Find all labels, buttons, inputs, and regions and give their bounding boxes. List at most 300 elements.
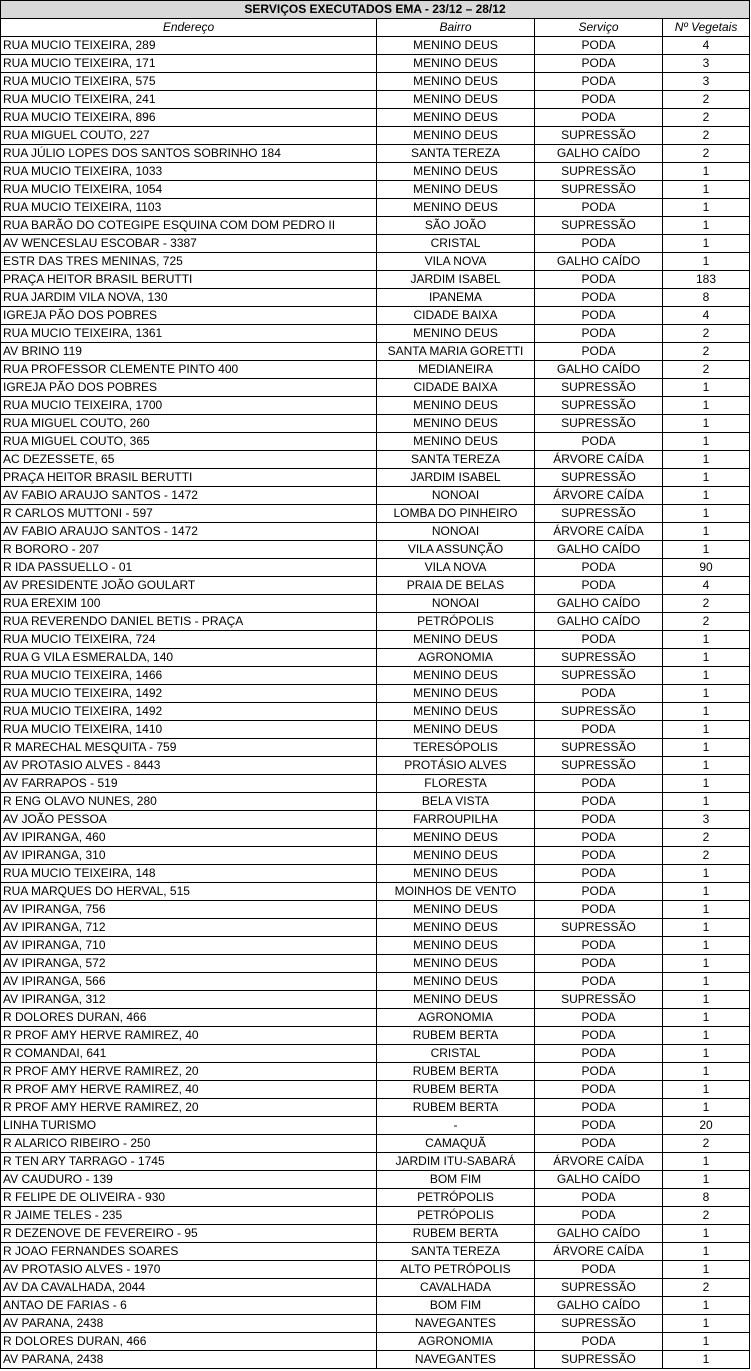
service-cell: PODA — [535, 1189, 663, 1207]
table-row — [1, 775, 750, 793]
plant-count-cell: 2 — [663, 145, 750, 163]
neighborhood-cell: RUBEM BERTA — [377, 1027, 535, 1045]
neighborhood-cell: PRAIA DE BELAS — [377, 577, 535, 595]
table-row — [1, 793, 750, 811]
service-cell: GALHO CAÍDO — [535, 1297, 663, 1315]
plant-count-cell: 2 — [663, 361, 750, 379]
service-cell: GALHO CAÍDO — [535, 613, 663, 631]
table-row — [1, 667, 750, 685]
neighborhood-cell: SANTA TEREZA — [377, 145, 535, 163]
service-cell: SUPRESSÃO — [535, 217, 663, 235]
neighborhood-cell: AGRONOMIA — [377, 649, 535, 667]
table-row — [1, 1153, 750, 1171]
table-row — [1, 1171, 750, 1189]
service-cell: SUPRESSÃO — [535, 127, 663, 145]
address-cell: RUA JÚLIO LOPES DOS SANTOS SOBRINHO 184 — [1, 145, 377, 163]
neighborhood-cell: AGRONOMIA — [377, 1009, 535, 1027]
service-cell: SUPRESSÃO — [535, 649, 663, 667]
neighborhood-cell: MENINO DEUS — [377, 937, 535, 955]
plant-count-cell: 1 — [663, 991, 750, 1009]
service-cell: PODA — [535, 1099, 663, 1117]
address-cell: AV PARANA, 2438 — [1, 1351, 377, 1369]
plant-count-cell: 1 — [663, 1225, 750, 1243]
table-row — [1, 937, 750, 955]
table-row — [1, 1351, 750, 1369]
address-cell: RUA BARÃO DO COTEGIPE ESQUINA COM DOM PEDRO II — [1, 217, 377, 235]
plant-count-cell: 2 — [663, 109, 750, 127]
service-cell: SUPRESSÃO — [535, 181, 663, 199]
plant-count-cell: 1 — [663, 163, 750, 181]
service-cell: PODA — [535, 883, 663, 901]
service-cell: PODA — [535, 55, 663, 73]
plant-count-cell: 2 — [663, 325, 750, 343]
service-cell: SUPRESSÃO — [535, 415, 663, 433]
table-row — [1, 1261, 750, 1279]
address-cell: R TEN ARY TARRAGO - 1745 — [1, 1153, 377, 1171]
address-cell: AV PRESIDENTE JOÃO GOULART — [1, 577, 377, 595]
table-row — [1, 649, 750, 667]
header-bairro: Bairro — [377, 19, 535, 37]
plant-count-cell: 1 — [663, 757, 750, 775]
service-cell: GALHO CAÍDO — [535, 253, 663, 271]
address-cell: RUA MUCIO TEIXEIRA, 1054 — [1, 181, 377, 199]
service-cell: SUPRESSÃO — [535, 1315, 663, 1333]
table-row — [1, 379, 750, 397]
table-body — [1, 37, 750, 1369]
neighborhood-cell: FARROUPILHA — [377, 811, 535, 829]
service-cell: SUPRESSÃO — [535, 991, 663, 1009]
table-row — [1, 541, 750, 559]
service-cell: SUPRESSÃO — [535, 379, 663, 397]
plant-count-cell: 2 — [663, 829, 750, 847]
neighborhood-cell: NAVEGANTES — [377, 1315, 535, 1333]
neighborhood-cell: PETRÓPOLIS — [377, 1207, 535, 1225]
address-cell: RUA G VILA ESMERALDA, 140 — [1, 649, 377, 667]
neighborhood-cell: VILA NOVA — [377, 253, 535, 271]
table-row — [1, 883, 750, 901]
neighborhood-cell: PROTÁSIO ALVES — [377, 757, 535, 775]
service-cell: PODA — [535, 1207, 663, 1225]
plant-count-cell: 2 — [663, 595, 750, 613]
address-cell: LINHA TURISMO — [1, 1117, 377, 1135]
neighborhood-cell: JARDIM ISABEL — [377, 469, 535, 487]
plant-count-cell: 1 — [663, 505, 750, 523]
service-cell: ÁRVORE CAÍDA — [535, 451, 663, 469]
table-row — [1, 685, 750, 703]
neighborhood-cell: MEDIANEIRA — [377, 361, 535, 379]
table-row — [1, 163, 750, 181]
service-cell: SUPRESSÃO — [535, 163, 663, 181]
neighborhood-cell: MENINO DEUS — [377, 685, 535, 703]
table-row — [1, 1045, 750, 1063]
plant-count-cell: 1 — [663, 235, 750, 253]
address-cell: RUA MARQUES DO HERVAL, 515 — [1, 883, 377, 901]
table-row — [1, 721, 750, 739]
service-cell: PODA — [535, 289, 663, 307]
neighborhood-cell: CAVALHADA — [377, 1279, 535, 1297]
plant-count-cell: 1 — [663, 1243, 750, 1261]
plant-count-cell: 1 — [663, 1261, 750, 1279]
address-cell: AV DA CAVALHADA, 2044 — [1, 1279, 377, 1297]
neighborhood-cell: MENINO DEUS — [377, 37, 535, 55]
table-row — [1, 181, 750, 199]
table-row — [1, 901, 750, 919]
table-row — [1, 1207, 750, 1225]
table-row — [1, 307, 750, 325]
neighborhood-cell: MENINO DEUS — [377, 109, 535, 127]
table-row — [1, 271, 750, 289]
table-row — [1, 217, 750, 235]
neighborhood-cell: BELA VISTA — [377, 793, 535, 811]
table-row — [1, 973, 750, 991]
address-cell: R DOLORES DURAN, 466 — [1, 1009, 377, 1027]
plant-count-cell: 1 — [663, 487, 750, 505]
table-row — [1, 1117, 750, 1135]
address-cell: RUA PROFESSOR CLEMENTE PINTO 400 — [1, 361, 377, 379]
table-row — [1, 109, 750, 127]
plant-count-cell: 1 — [663, 1045, 750, 1063]
address-cell: AV IPIRANGA, 710 — [1, 937, 377, 955]
neighborhood-cell: ALTO PETRÓPOLIS — [377, 1261, 535, 1279]
address-cell: IGREJA PÃO DOS POBRES — [1, 379, 377, 397]
neighborhood-cell: MENINO DEUS — [377, 847, 535, 865]
service-cell: PODA — [535, 775, 663, 793]
service-cell: PODA — [535, 1045, 663, 1063]
neighborhood-cell: SÃO JOÃO — [377, 217, 535, 235]
plant-count-cell: 1 — [663, 199, 750, 217]
address-cell: PRAÇA HEITOR BRASIL BERUTTI — [1, 271, 377, 289]
table-row — [1, 523, 750, 541]
service-cell: PODA — [535, 973, 663, 991]
plant-count-cell: 1 — [663, 919, 750, 937]
table-row — [1, 991, 750, 1009]
plant-count-cell: 8 — [663, 289, 750, 307]
neighborhood-cell: LOMBA DO PINHEIRO — [377, 505, 535, 523]
plant-count-cell: 1 — [663, 721, 750, 739]
table-title-row — [1, 1, 750, 19]
plant-count-cell: 1 — [663, 433, 750, 451]
header-n-vegetais: Nº Vegetais — [663, 19, 750, 37]
address-cell: AV FARRAPOS - 519 — [1, 775, 377, 793]
address-cell: AC DEZESSETE, 65 — [1, 451, 377, 469]
plant-count-cell: 2 — [663, 127, 750, 145]
neighborhood-cell: SANTA TEREZA — [377, 451, 535, 469]
table-row — [1, 1063, 750, 1081]
address-cell: R DOLORES DURAN, 466 — [1, 1333, 377, 1351]
table-row — [1, 199, 750, 217]
neighborhood-cell: MENINO DEUS — [377, 91, 535, 109]
plant-count-cell: 1 — [663, 1297, 750, 1315]
table-row — [1, 757, 750, 775]
table-row — [1, 811, 750, 829]
plant-count-cell: 8 — [663, 1189, 750, 1207]
plant-count-cell: 1 — [663, 451, 750, 469]
table-row — [1, 847, 750, 865]
table-row — [1, 415, 750, 433]
service-cell: PODA — [535, 109, 663, 127]
address-cell: R COMANDAI, 641 — [1, 1045, 377, 1063]
service-cell: PODA — [535, 1261, 663, 1279]
table-row — [1, 73, 750, 91]
service-cell: PODA — [535, 1135, 663, 1153]
plant-count-cell: 2 — [663, 1279, 750, 1297]
neighborhood-cell: IPANEMA — [377, 289, 535, 307]
neighborhood-cell: MENINO DEUS — [377, 631, 535, 649]
neighborhood-cell: MENINO DEUS — [377, 325, 535, 343]
service-cell: PODA — [535, 73, 663, 91]
service-cell: PODA — [535, 631, 663, 649]
neighborhood-cell: MENINO DEUS — [377, 973, 535, 991]
service-cell: PODA — [535, 235, 663, 253]
plant-count-cell: 2 — [663, 343, 750, 361]
service-cell: SUPRESSÃO — [535, 919, 663, 937]
address-cell: R IDA PASSUELLO - 01 — [1, 559, 377, 577]
service-cell: SUPRESSÃO — [535, 757, 663, 775]
plant-count-cell: 3 — [663, 811, 750, 829]
service-cell: PODA — [535, 829, 663, 847]
address-cell: RUA MUCIO TEIXEIRA, 1492 — [1, 703, 377, 721]
table-row — [1, 91, 750, 109]
address-cell: AV WENCESLAU ESCOBAR - 3387 — [1, 235, 377, 253]
table-row — [1, 145, 750, 163]
header-endereco: Endereço — [1, 19, 377, 37]
neighborhood-cell: MENINO DEUS — [377, 721, 535, 739]
plant-count-cell: 1 — [663, 883, 750, 901]
plant-count-cell: 1 — [663, 631, 750, 649]
address-cell: R PROF AMY HERVE RAMIREZ, 40 — [1, 1027, 377, 1045]
table-row — [1, 631, 750, 649]
neighborhood-cell: CIDADE BAIXA — [377, 379, 535, 397]
service-cell: PODA — [535, 901, 663, 919]
service-cell: GALHO CAÍDO — [535, 1171, 663, 1189]
service-cell: PODA — [535, 865, 663, 883]
neighborhood-cell: MENINO DEUS — [377, 901, 535, 919]
neighborhood-cell: CRISTAL — [377, 235, 535, 253]
table-row — [1, 235, 750, 253]
address-cell: AV IPIRANGA, 310 — [1, 847, 377, 865]
plant-count-cell: 1 — [663, 379, 750, 397]
address-cell: ANTAO DE FARIAS - 6 — [1, 1297, 377, 1315]
neighborhood-cell: MENINO DEUS — [377, 667, 535, 685]
service-cell: GALHO CAÍDO — [535, 1225, 663, 1243]
address-cell: AV CAUDURO - 139 — [1, 1171, 377, 1189]
neighborhood-cell: AGRONOMIA — [377, 1333, 535, 1351]
address-cell: AV IPIRANGA, 572 — [1, 955, 377, 973]
address-cell: AV FABIO ARAUJO SANTOS - 1472 — [1, 487, 377, 505]
table-row — [1, 1189, 750, 1207]
neighborhood-cell: MENINO DEUS — [377, 397, 535, 415]
address-cell: R JAIME TELES - 235 — [1, 1207, 377, 1225]
plant-count-cell: 183 — [663, 271, 750, 289]
service-cell: SUPRESSÃO — [535, 703, 663, 721]
neighborhood-cell: MENINO DEUS — [377, 703, 535, 721]
address-cell: R ENG OLAVO NUNES, 280 — [1, 793, 377, 811]
plant-count-cell: 1 — [663, 415, 750, 433]
address-cell: RUA MUCIO TEIXEIRA, 1361 — [1, 325, 377, 343]
address-cell: R PROF AMY HERVE RAMIREZ, 40 — [1, 1081, 377, 1099]
table-row — [1, 253, 750, 271]
neighborhood-cell: CIDADE BAIXA — [377, 307, 535, 325]
neighborhood-cell: BOM FIM — [377, 1171, 535, 1189]
neighborhood-cell: BOM FIM — [377, 1297, 535, 1315]
neighborhood-cell: - — [377, 1117, 535, 1135]
plant-count-cell: 1 — [663, 1099, 750, 1117]
neighborhood-cell: MENINO DEUS — [377, 955, 535, 973]
plant-count-cell: 1 — [663, 541, 750, 559]
neighborhood-cell: MOINHOS DE VENTO — [377, 883, 535, 901]
plant-count-cell: 4 — [663, 577, 750, 595]
neighborhood-cell: MENINO DEUS — [377, 415, 535, 433]
service-cell: PODA — [535, 937, 663, 955]
neighborhood-cell: NAVEGANTES — [377, 1351, 535, 1369]
plant-count-cell: 1 — [663, 775, 750, 793]
address-cell: R ALARICO RIBEIRO - 250 — [1, 1135, 377, 1153]
address-cell: RUA MUCIO TEIXEIRA, 148 — [1, 865, 377, 883]
neighborhood-cell: MENINO DEUS — [377, 991, 535, 1009]
table-row — [1, 865, 750, 883]
neighborhood-cell: MENINO DEUS — [377, 433, 535, 451]
service-cell: PODA — [535, 1063, 663, 1081]
table-row — [1, 919, 750, 937]
plant-count-cell: 1 — [663, 685, 750, 703]
plant-count-cell: 20 — [663, 1117, 750, 1135]
service-cell: PODA — [535, 811, 663, 829]
plant-count-cell: 1 — [663, 1009, 750, 1027]
plant-count-cell: 3 — [663, 55, 750, 73]
service-cell: GALHO CAÍDO — [535, 541, 663, 559]
neighborhood-cell: MENINO DEUS — [377, 919, 535, 937]
service-cell: PODA — [535, 199, 663, 217]
table-row — [1, 829, 750, 847]
plant-count-cell: 1 — [663, 1153, 750, 1171]
address-cell: R BORORO - 207 — [1, 541, 377, 559]
service-cell: PODA — [535, 1027, 663, 1045]
plant-count-cell: 90 — [663, 559, 750, 577]
plant-count-cell: 4 — [663, 37, 750, 55]
service-cell: PODA — [535, 793, 663, 811]
plant-count-cell: 1 — [663, 253, 750, 271]
address-cell: R CARLOS MUTTONI - 597 — [1, 505, 377, 523]
table-row — [1, 487, 750, 505]
address-cell: R JOAO FERNANDES SOARES — [1, 1243, 377, 1261]
neighborhood-cell: MENINO DEUS — [377, 127, 535, 145]
table-row — [1, 703, 750, 721]
service-cell: ÁRVORE CAÍDA — [535, 1243, 663, 1261]
service-cell: PODA — [535, 847, 663, 865]
table-row — [1, 289, 750, 307]
table-row — [1, 1027, 750, 1045]
plant-count-cell: 1 — [663, 1027, 750, 1045]
plant-count-cell: 1 — [663, 1315, 750, 1333]
table-row — [1, 505, 750, 523]
table-row — [1, 1315, 750, 1333]
plant-count-cell: 1 — [663, 1063, 750, 1081]
neighborhood-cell: MENINO DEUS — [377, 55, 535, 73]
neighborhood-cell: PETRÓPOLIS — [377, 613, 535, 631]
plant-count-cell: 1 — [663, 1333, 750, 1351]
service-cell: GALHO CAÍDO — [535, 361, 663, 379]
service-cell: PODA — [535, 325, 663, 343]
address-cell: RUA MUCIO TEIXEIRA, 1033 — [1, 163, 377, 181]
plant-count-cell: 2 — [663, 613, 750, 631]
service-cell: PODA — [535, 1081, 663, 1099]
service-cell: PODA — [535, 91, 663, 109]
table-row — [1, 451, 750, 469]
address-cell: ESTR DAS TRES MENINAS, 725 — [1, 253, 377, 271]
service-cell: SUPRESSÃO — [535, 667, 663, 685]
plant-count-cell: 4 — [663, 307, 750, 325]
address-cell: AV BRINO 119 — [1, 343, 377, 361]
address-cell: RUA MUCIO TEIXEIRA, 1492 — [1, 685, 377, 703]
service-cell: GALHO CAÍDO — [535, 145, 663, 163]
address-cell: R MARECHAL MESQUITA - 759 — [1, 739, 377, 757]
service-cell: SUPRESSÃO — [535, 1351, 663, 1369]
table-row — [1, 595, 750, 613]
plant-count-cell: 1 — [663, 973, 750, 991]
table-row — [1, 37, 750, 55]
plant-count-cell: 1 — [663, 901, 750, 919]
address-cell: RUA MUCIO TEIXEIRA, 289 — [1, 37, 377, 55]
neighborhood-cell: VILA NOVA — [377, 559, 535, 577]
plant-count-cell: 2 — [663, 1135, 750, 1153]
table-row — [1, 1009, 750, 1027]
address-cell: AV IPIRANGA, 566 — [1, 973, 377, 991]
neighborhood-cell: MENINO DEUS — [377, 199, 535, 217]
address-cell: RUA MUCIO TEIXEIRA, 724 — [1, 631, 377, 649]
neighborhood-cell: FLORESTA — [377, 775, 535, 793]
service-cell: PODA — [535, 307, 663, 325]
service-cell: SUPRESSÃO — [535, 469, 663, 487]
neighborhood-cell: PETRÓPOLIS — [377, 1189, 535, 1207]
service-cell: GALHO CAÍDO — [535, 595, 663, 613]
neighborhood-cell: MENINO DEUS — [377, 181, 535, 199]
address-cell: AV FABIO ARAUJO SANTOS - 1472 — [1, 523, 377, 541]
service-cell: SUPRESSÃO — [535, 505, 663, 523]
service-cell: PODA — [535, 721, 663, 739]
address-cell: AV JOÃO PESSOA — [1, 811, 377, 829]
address-cell: RUA JARDIM VILA NOVA, 130 — [1, 289, 377, 307]
address-cell: R DEZENOVE DE FEVEREIRO - 95 — [1, 1225, 377, 1243]
service-cell: PODA — [535, 37, 663, 55]
address-cell: AV IPIRANGA, 756 — [1, 901, 377, 919]
address-cell: R PROF AMY HERVE RAMIREZ, 20 — [1, 1063, 377, 1081]
service-cell: PODA — [535, 1009, 663, 1027]
table-row — [1, 613, 750, 631]
address-cell: RUA MUCIO TEIXEIRA, 241 — [1, 91, 377, 109]
address-cell: AV IPIRANGA, 712 — [1, 919, 377, 937]
plant-count-cell: 1 — [663, 523, 750, 541]
service-cell: SUPRESSÃO — [535, 739, 663, 757]
neighborhood-cell: RUBEM BERTA — [377, 1225, 535, 1243]
table-row — [1, 559, 750, 577]
table-row — [1, 343, 750, 361]
table-row — [1, 361, 750, 379]
table-row — [1, 325, 750, 343]
service-cell: PODA — [535, 271, 663, 289]
plant-count-cell: 2 — [663, 847, 750, 865]
plant-count-cell: 1 — [663, 1351, 750, 1369]
table-row — [1, 1225, 750, 1243]
plant-count-cell: 1 — [663, 793, 750, 811]
table-row — [1, 55, 750, 73]
plant-count-cell: 1 — [663, 865, 750, 883]
neighborhood-cell: JARDIM ISABEL — [377, 271, 535, 289]
address-cell: R FELIPE DE OLIVEIRA - 930 — [1, 1189, 377, 1207]
address-cell: AV IPIRANGA, 460 — [1, 829, 377, 847]
table-row — [1, 1297, 750, 1315]
plant-count-cell: 1 — [663, 181, 750, 199]
plant-count-cell: 1 — [663, 1171, 750, 1189]
